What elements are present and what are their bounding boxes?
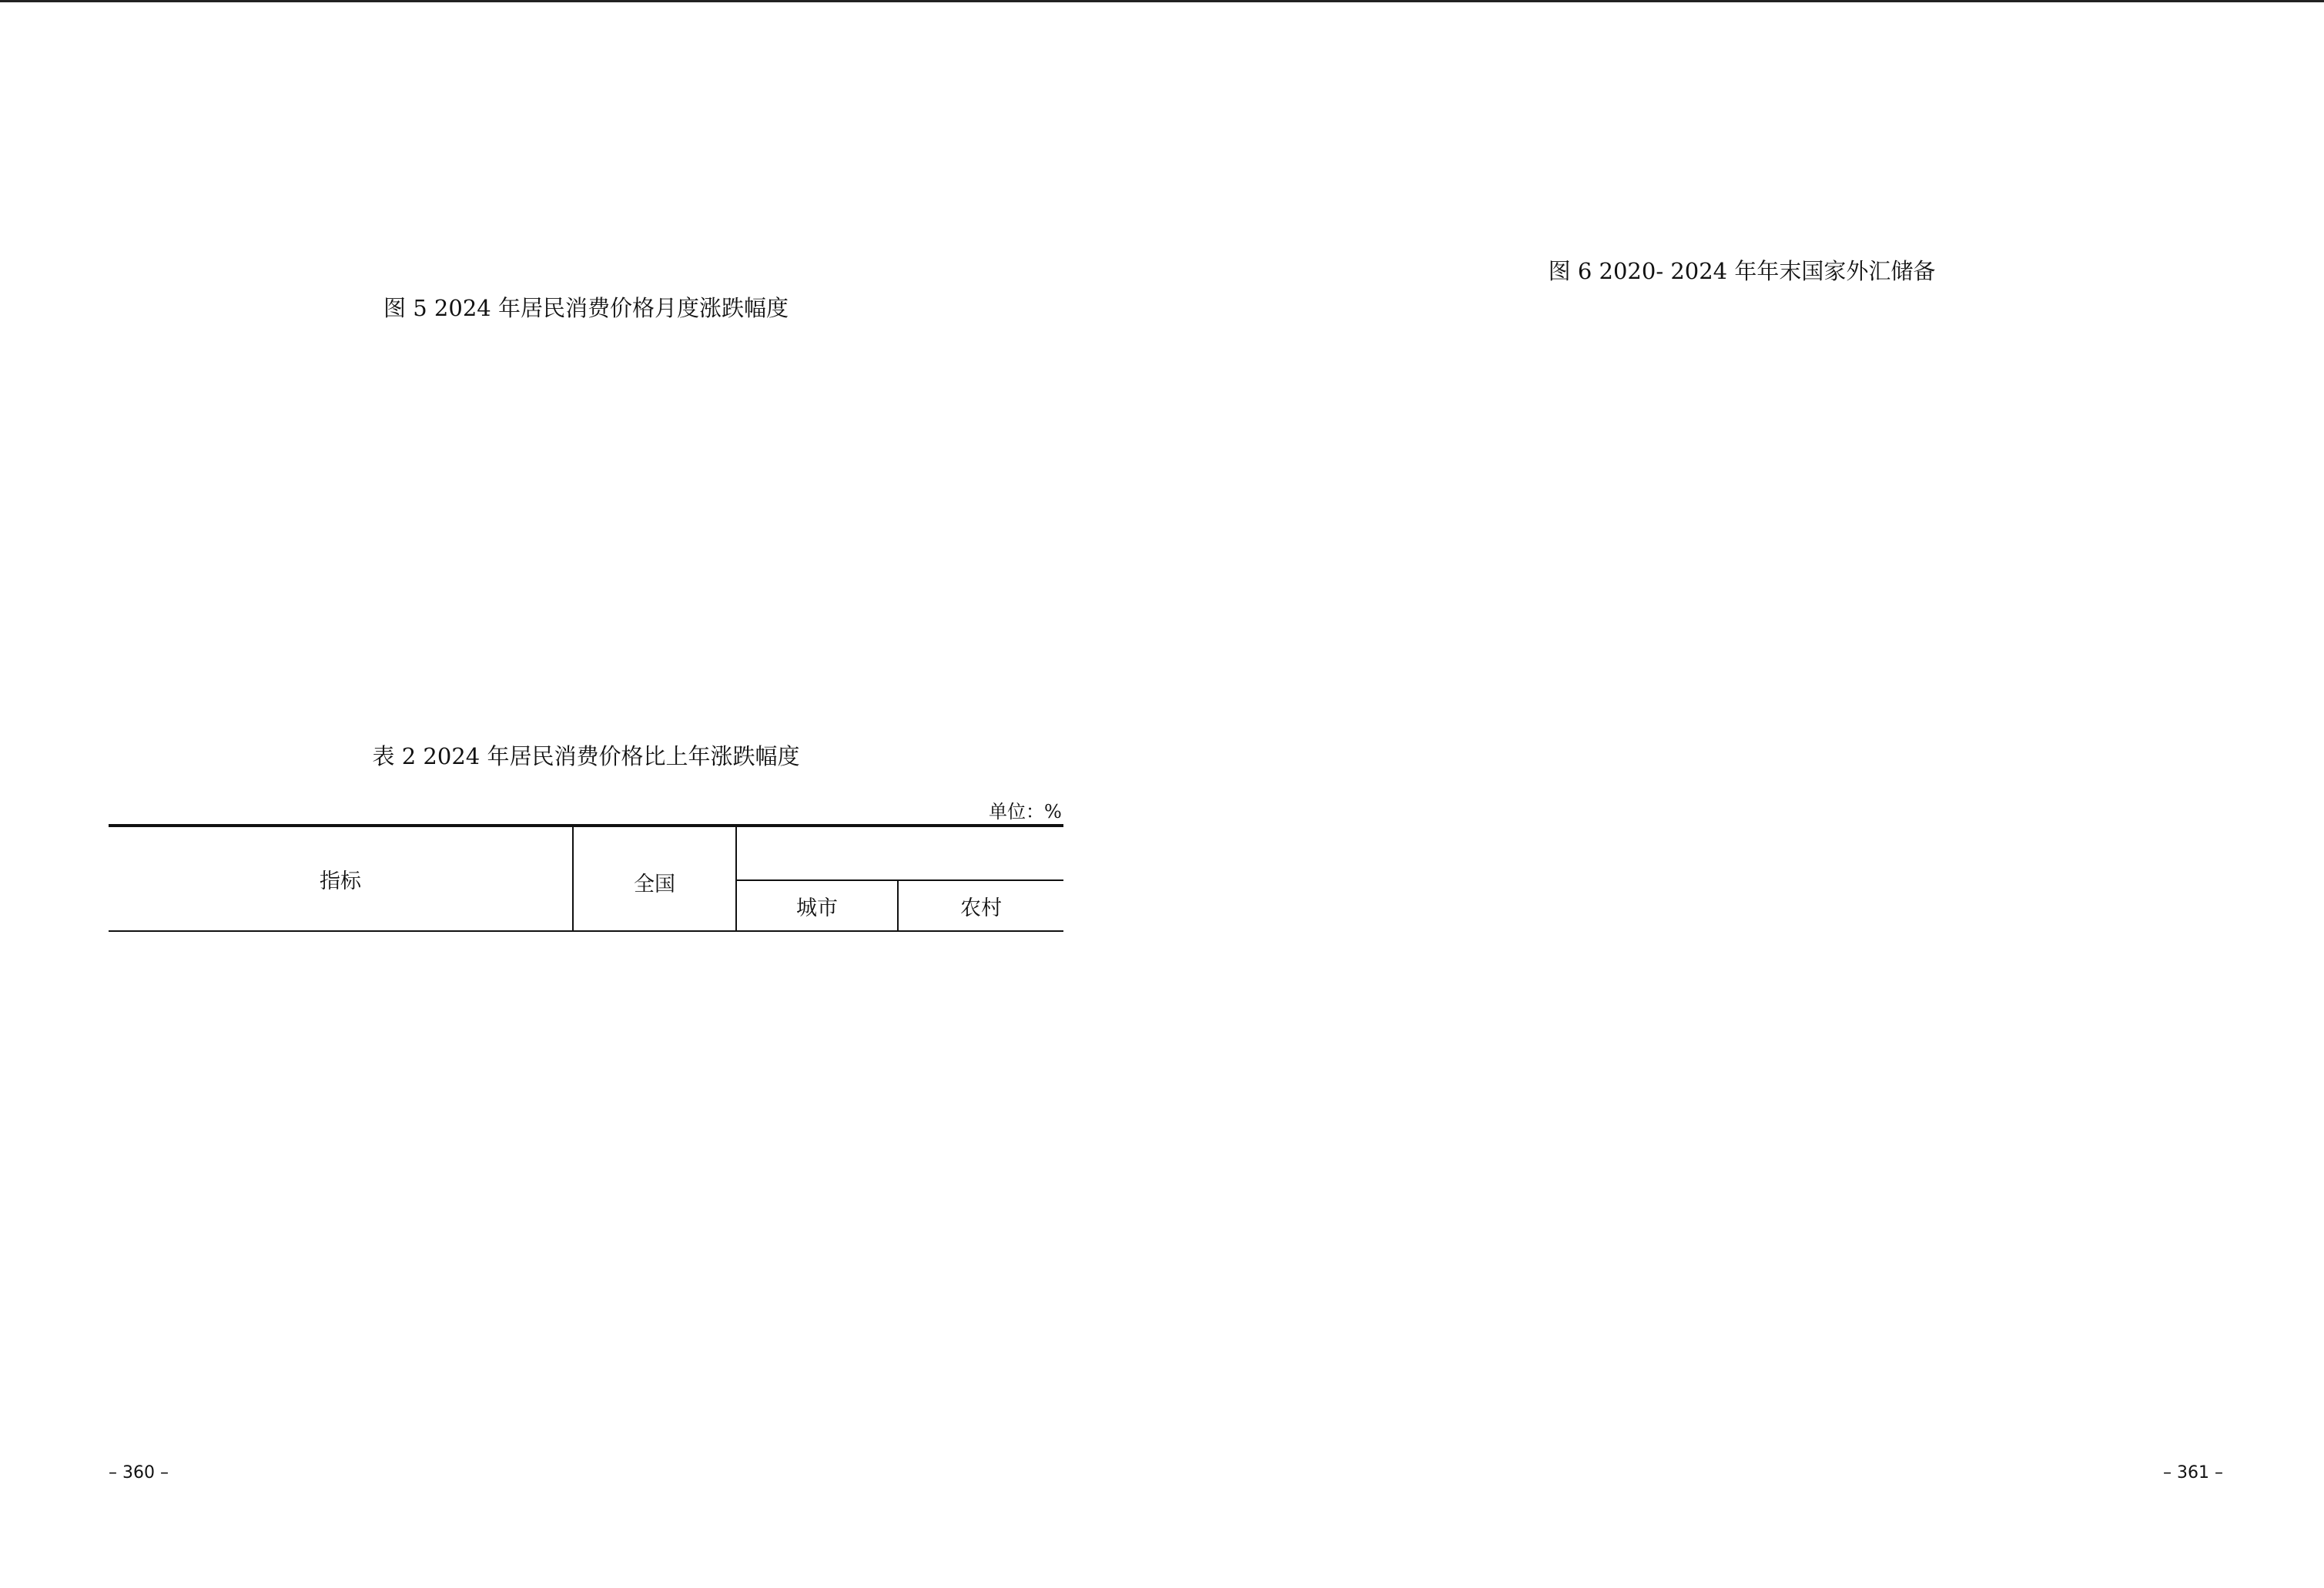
figure5-line-chart bbox=[285, 350, 901, 658]
table2-cpi bbox=[109, 824, 1063, 932]
header-national: 全国 bbox=[573, 826, 736, 931]
table2-caption: 表 2 2024 年居民消费价格比上年涨跌幅度 bbox=[372, 743, 800, 769]
figure6-caption: 图 6 2020- 2024 年年末国家外汇储备 bbox=[1548, 258, 1936, 284]
header-urban: 城市 bbox=[736, 880, 898, 931]
right-page bbox=[1162, 0, 2324, 1588]
table2-unit: 单位：% bbox=[989, 801, 1062, 822]
page-number-left: – 360 – bbox=[109, 1463, 169, 1482]
figure5-caption: 图 5 2024 年居民消费价格月度涨跌幅度 bbox=[383, 295, 789, 321]
figure6-bar-chart bbox=[1432, 312, 2048, 620]
page-number-right: – 361 – bbox=[2163, 1463, 2223, 1482]
header-rural: 农村 bbox=[898, 880, 1063, 931]
header-group bbox=[736, 826, 1063, 880]
header-indicator: 指标 bbox=[109, 826, 573, 931]
